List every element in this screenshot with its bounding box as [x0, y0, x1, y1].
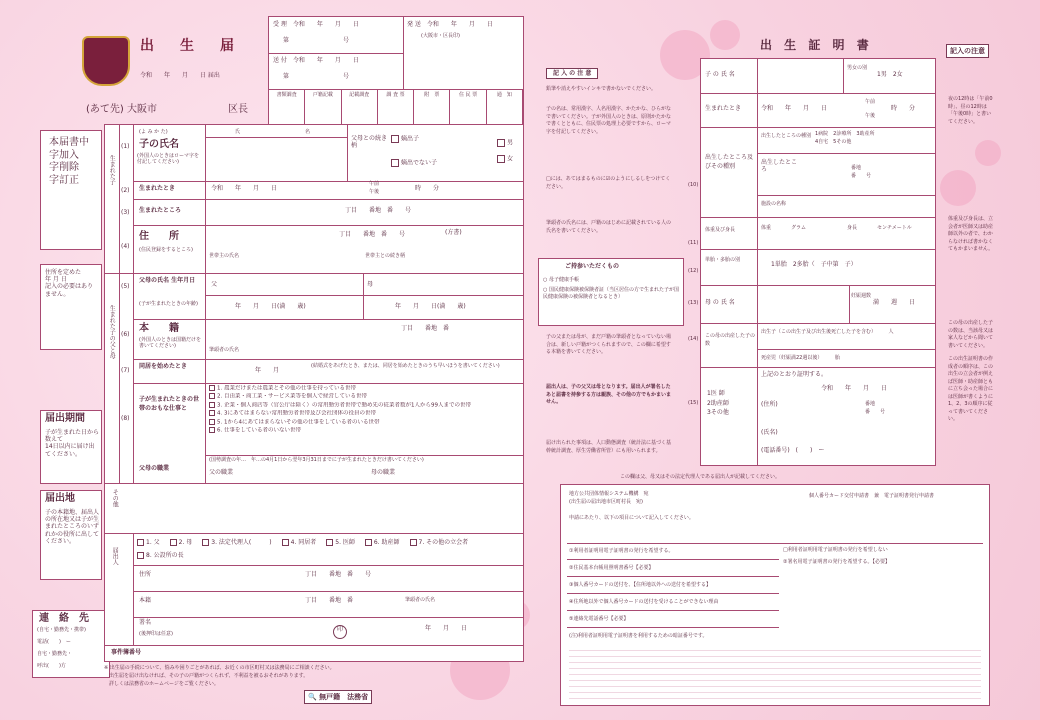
cert-weight[interactable]: 体重 グラム [761, 225, 806, 231]
cert-sex[interactable]: 1男 2女 [877, 71, 903, 78]
work-option[interactable]: 3. 企業・個人商店等（官公庁は除く）の常用勤労者世帯で勤め先の従業者数が1人から99人までの世帯 [209, 402, 521, 410]
notifier-option[interactable]: 7. その他の立会者 [410, 537, 469, 546]
father-job-field[interactable]: 父の職業 [209, 469, 234, 476]
birth-form-main: 生まれた子 生まれた子の父と母 (1) (2) (3) (4) (5) (6) (7) (8) (よ み か た) 子の氏名 (外国人のときはローマ字を付記してください) 氏 名 父母との続き柄 嫡出子 嫡出でない子 男 女 生まれたとき 令和 年 月 日 午前 午後 時 分 生まれたところ 丁目 番地 番 号 住 所 (住民登録をするところ) 丁目 番地 番 号 (方書) 世帯主の氏名 世帯主との続き柄 父母の氏名 生年月日 (子が生まれたときの年齢) 父 母 年 月 日(満 歳) 年 月 日(満 歳) 本 籍 (外国人のときは国籍だけを書いてください) 丁目 番地 番 筆頭者の氏名 同居を始めたとき 年 月 (結婚式をあげたとき、または、同居を始めたときのうち早いほうを書いてください) 子が生まれたときの世帯のおもな仕事と 1. 農業だけまたは農業とその他の仕事を持っている世帯 2. 自由業・商工業・サービス業等を個人で経営している世帯 3. 企業・個人商店等（官公庁は除く）の常用勤労者世帯で勤め先の従業者数が1人から99人までの世帯 4. 3にあてはまらない常用勤労者世帯及び会社団体の役員の世帯 5. 1から4にあてはまらないその他の仕事をしている者のいる世帯 6. 仕事をしている者のいない世帯 (国勢調査の年… 年…の4月1日から翌年3月31日までに子が生まれたときだけ書いてください) 父母の職業 父の職業 母の職業 その他 届出人 1. 父 2. 母 3. 法定代理人( ) 4. 同居者 5. 医師 6. 助産師 7. その他の立会者8. 公設所の長 住所 丁目 番地 番 号 本籍 丁目 番地 番 筆頭者の氏名 署名 (後押印は任意) 印 年 月 日 事件簿番号 [104, 124, 524, 662]
place-note: 届出地 子の本籍地、届出人の所在地又は子が生まれたところのいずれかの役所に出してください。 [40, 490, 102, 580]
check-cell[interactable]: 戸籍記載 [305, 89, 341, 125]
mother-job-field[interactable]: 母の職業 [371, 469, 396, 476]
notifier-option[interactable]: 3. 法定代理人( ) [202, 537, 271, 546]
footer-note: ※ 出生届の手続について、悩みや困りごとがあれば、お近くの市区町村又は法務局にご相談ください。 出生届を届け出なければ、その子の戸籍がつくられず、不利益を被るおそれがあります。 詳しくは法務省のホームページをご覧ください。 [104, 665, 335, 687]
domicile-field[interactable]: 丁目 番地 番 [401, 325, 450, 332]
notifier-option[interactable]: 5. 医師 [326, 537, 355, 546]
child-name-label: 子の氏名 [139, 139, 179, 150]
cert-date[interactable]: 令和 年 月 日 [821, 385, 888, 392]
mynumber-rows [567, 543, 983, 628]
other-notes-input[interactable] [133, 487, 521, 531]
received-no: 第 号 [283, 37, 350, 44]
bring-items-box: ご持参いただくもの ○ 母子健康手帳 ○ 国民健康保険被保険者証（当区居住の方で生まれた子が国民健康保険の被保険者となるとき） [538, 258, 684, 326]
cherry-blossom-icon [975, 140, 1001, 166]
mynumber-row[interactable]: ⑤連絡先電話番号【必要】 [567, 611, 779, 628]
cert-multiple[interactable]: 1単胎 2多胎（ 子中第 子） [771, 261, 857, 268]
mynumber-row[interactable]: ④住所地以外で個人番号カードの送付を受けることができない理由 [567, 594, 779, 611]
cherry-blossom-icon [940, 170, 976, 206]
cert-stillborn[interactable]: 死産児（妊娠満22週以後） 胎 [761, 355, 840, 361]
sex-female-option[interactable]: 女 [497, 155, 513, 163]
cert-weeks[interactable]: 満 週 日 [873, 299, 916, 306]
seal-mark: 印 [333, 625, 347, 639]
father-dob[interactable]: 年 月 日(満 歳) [235, 303, 306, 310]
birth-date-field[interactable]: 令和 年 月 日 [211, 185, 278, 192]
address-field[interactable]: 丁目 番地 番 号 [339, 231, 406, 238]
birth-certificate: 子 の 氏 名 男女の別 1男 2女 生まれたとき 令和 年 月 日 午前 午後 時 分 出生したところ及びその種別 出生したところの種別 1病院 2診療所 3助産所 4自宅 5その他 出生したところ 番地 番 号 施設の名称 体重及び身長 体重 グラム 身長 センチメートル 単胎・多胎の別 1単胎 2多胎（ 子中第 子） 母 の 氏 名 妊娠週数 満 週 日 この母の出産した子の数 出生子（この出生子及び出生後死亡した子を含む） 人 死産児（妊娠満22週以後） 胎 1医 師 2助産師 3その他 上記のとおり証明する。 令和 年 月 日 (住所) 番地 番 号 (氏名) (電話番号) ( ) ー [700, 58, 936, 466]
dispatch-note: (大阪市・区長印) [421, 33, 460, 39]
mother-dob[interactable]: 年 月 日(満 歳) [395, 303, 466, 310]
child-name-input[interactable] [206, 138, 346, 178]
work-option[interactable]: 2. 自由業・商工業・サービス業等を個人で経営している世帯 [209, 393, 521, 401]
addressee: (あて先) 大阪市 [86, 104, 157, 115]
illegit-child-option[interactable]: 嫡出でない子 [391, 159, 437, 167]
reception-box [268, 16, 524, 126]
mynumber-row[interactable]: ①利用者証明用電子証明書の発行を希望する。 [567, 543, 779, 560]
father-name-field[interactable]: 父 [211, 281, 218, 288]
period-note: 届出期間 子が生まれた日から数えて 14日以内に届け出てください。 [40, 410, 102, 484]
check-cell[interactable]: 附 票 [414, 89, 450, 125]
check-cell[interactable]: 住 民 票 [450, 89, 486, 125]
mynumber-row[interactable]: ②住民基本台帳用照明書番号【必要】 [567, 560, 779, 577]
mynumber-row[interactable]: ③個人番号カードの送付を、【住所地以外への送付を希望する】 [567, 577, 779, 594]
cherry-blossom-icon [710, 20, 740, 50]
work-option[interactable]: 4. 3にあてはまらない常用勤労者世帯及び会社団体の役員の世帯 [209, 410, 521, 418]
check-cell[interactable]: 通 知 [487, 89, 523, 125]
notifier-options [137, 537, 521, 563]
legit-child-option[interactable]: 嫡出子 [391, 135, 419, 143]
mother-name-field[interactable]: 母 [367, 281, 374, 288]
notes-title: 記 入 の 注 意 [546, 68, 598, 79]
notifier-domicile[interactable]: 丁目 番地 番 [305, 597, 354, 604]
cert-born-count[interactable]: 出生子（この出生子及び出生後死亡した子を含む） 人 [761, 329, 894, 335]
address-date-note: 住所を定めた 年 月 日 記入の必要はありません。 [40, 264, 102, 350]
forward-no: 第 号 [283, 73, 350, 80]
notifier-option[interactable]: 1. 父 [137, 537, 160, 546]
check-cell[interactable]: 書類調査 [269, 89, 305, 125]
work-option[interactable]: 5. 1から4にあてはまらないその他の仕事をしている者のいる世帯 [209, 419, 521, 427]
received-date: 受 理 令和 年 月 日 [273, 21, 359, 28]
correction-box: 本届書中 字加入 字削除 字訂正 [40, 130, 102, 250]
document-sheet: 出 生 届 令和 年 月 日 届出 (あて先) 大阪市 区長 受 理 令和 年 月 日 第 号 送 付 令和 年 月 日 第 号 発 送 令和 年 月 日 (大阪市・区長印) 書類調査 戸籍記載 記載調査 調 査 票 附 票 住 民 票 通 知 本届書中 字加入 字削除 字訂正 住所を定めた 年 月 日 記入の必要はありません。 届出期間 子が生まれた日から数えて 14日以内に届け出てください。 届出地 子の本籍地、届出人の所在地又は子が生まれたところのいずれかの役所に出してください。 連 絡 先 (自宅・勤務先・携帯) 電話( ) ー 自宅・勤務先・ 呼出( )方 生まれた子 生まれた子の父と母 (1) (2) (3) (4) (5) (6) (7) (8) (よ み か た) 子の氏名 (外国人のときはローマ字を付記してください) 氏 名 父母との続き柄 嫡出子 嫡出でない子 男 女 生まれたとき 令和 年 月 日 午前 午後 時 分 生まれたところ 丁目 番地 番 号 住 所 (住民登録をするところ) 丁目 番地 番 号 (方書) 世帯主の氏名 世帯主との続き柄 父母の氏名 生年月日 (子が生まれたときの年齢) 父 母 年 月 日(満 歳) 年 月 日(満 歳) 本 籍 (外国人のときは国籍だけを書いてください) 丁目 番地 番 筆頭者の氏名 同居を始めたとき 年 月 (結婚式をあげたとき、または、同居を始めたときのうち早いほうを書いてください) 子が生まれたときの世帯のおもな仕事と 1. 農業だけまたは農業とその他の仕事を持っている世帯 2. 自由業・商工業・サービス業等を個人で経営している世帯 3. 企業・個人商店等（官公庁は除く）の常用勤労者世帯で勤め先の従業者数が1人から99人までの世帯 4. 3にあてはまらない常用勤労者世帯及び会社団体の役員の世帯 5. 1から4にあてはまらないその他の仕事をしている者のいる世帯 6. 仕事をしている者のいない世帯 (国勢調査の年… 年…の4月1日から翌年3月31日までに子が生まれたときだけ書いてください) 父母の職業 父の職業 母の職業 その他 届出人 1. 父 2. 母 3. 法定代理人( ) 4. 同居者 5. 医師 6. 助産師 7. その他の立会者8. 公設所の長 住所 丁目 番地 番 号 本籍 丁目 番地 番 筆頭者の氏名 署名 (後押印は任意) 印 年 月 日 事件簿番号 ※ 出生届の手続について、悩みや困りごとがあれば、お近くの市区町村又は法務局にご相談ください。 出生届を届け出なければ、その子の戸籍がつくられず、不利益を被るおそれがあります。 詳しくは法務省のホームページをご覧ください。 🔍 無戸籍 法務省 記 入 の 注 意 鉛筆や消えやすいインキで書かないでください。 子の名は、常用漢字、人名用漢字、かたかな、ひらがなで書いてください。子が外国人のときは、原則かたかなで書くとともに、住民票の処理上必要ですから、ローマ字を付記してください。 □には、あてはまるものに☑のようにしるしをつけてください。 筆頭者の氏名には、戸籍のはじめに記載されている人の氏名を書いてください。 ご持参いただくもの ○ 母子健康手帳 ○ 国民健康保険被保険者証（当区居住の方で生まれた子が国民健康保険の被保険者となるとき） 子の父または母が、まだ戸籍の筆頭者となっていない場合は、新しい戸籍がつくられますので、この欄に希望する本籍を書いてください。 届出人は、子の父又は母となります。届出人が署名したあと届書を持参する方は親族、その他の方でもかまいません。 届け出られた事項は、人口動態調査（統計法に基づく基幹統計調査、厚生労働省所管）にも用いられます。 出 生 証 明 書 記入の注意 子 の 氏 名 男女の別 1男 2女 生まれたとき 令和 年 月 日 午前 午後 時 分 出生したところ及びその種別 出生したところの種別 1病院 2診療所 3助産所 4自宅 5その他 出生したところ 番地 番 号 施設の名称 体重及び身長 体重 グラム 身長 センチメートル 単胎・多胎の別 1単胎 2多胎（ 子中第 子） 母 の 氏 名 妊娠週数 満 週 日 この母の出産した子の数 出生子（この出生子及び出生後死亡した子を含む） 人 死産児（妊娠満22週以後） 胎 1医 師 2助産師 3その他 上記のとおり証明する。 令和 年 月 日 (住所) 番地 番 号 (氏名) (電話番号) ( ) ー (10) (11) (12) (13) (14) (15) 夜の12時は「午前0時」、昼の12時は「午後0時」と書いてください。 体重及び身長は、立会者が医師又は助産師以外の者で、わからなければ書かなくてもかまいません。 この母の出産した子の数は、当該母又は家人などから聞いて書いてください。 この出生証明書の作成者の順序は、この出生の立会者が例えば医師・助産師ともに立ち会った場合には医師が書くように1、2、3の順序に従って書いてください。 この欄は父、母又はその法定代理人である届出人が記載してください。 地方公共団体情報システム機構 宛 (出生届の届出地市区町村長 宛) 個人番号カード交付申請書 兼 電子証明書発行申請書 申請にあたり、以下の項目について記入してください。 ①利用者証明用電子証明書の発行を希望する。 ②住民基本台帳用照明書番号【必要】 ③個人番号カードの送付を、【住所地以外への送付を希望する】 ④住所地以外で個人番号カードの送付を受けることができない理由 ⑤連絡先電話番号【必要】 □利用者証明用電子証明書の発行を希望しない ②署名用電子証明書の発行を希望する。【必要】 (注)利用者証明用電子証明書を利用するための暗証番号です。 [0, 0, 1040, 720]
father-mother-note: この欄は父、母又はその法定代理人である届出人が記載してください。 [620, 474, 781, 480]
cert-birth-date[interactable]: 令和 年 月 日 [761, 105, 828, 112]
dispatch-date: 発 送 令和 年 月 日 [407, 21, 493, 28]
cert-place-kind[interactable]: 1病院 2診療所 3助産所 4自宅 5その他 [815, 131, 875, 145]
mynumber-application: 地方公共団体情報システム機構 宛 (出生届の届出地市区町村長 宛) 個人番号カード交付申請書 兼 電子証明書発行申請書 申請にあたり、以下の項目について記入してください。 ①利用者証明用電子証明書の発行を希望する。 ②住民基本台帳用照明書番号【必要】 ③個人番号カードの送付を、【住所地以外への送付を希望する】 ④住所地以外で個人番号カードの送付を受けることができない理由 ⑤連絡先電話番号【必要】 □利用者証明用電子証明書の発行を希望しない ②署名用電子証明書の発行を希望する。【必要】 (注)利用者証明用電子証明書を利用するための暗証番号です。 [560, 484, 990, 706]
check-cells [269, 89, 523, 125]
notifier-option[interactable]: 4. 同居者 [282, 537, 317, 546]
search-keyword: 🔍 無戸籍 法務省 [304, 690, 372, 704]
work-option[interactable]: 6. 仕事をしている者のいない世帯 [209, 427, 521, 435]
cert-signer-name[interactable]: (氏名) [761, 429, 778, 436]
fine-print [569, 645, 981, 699]
contact-box: 連 絡 先 (自宅・勤務先・携帯) 電話( ) ー 自宅・勤務先・ 呼出( )方 [32, 610, 110, 678]
check-cell[interactable]: 記載調査 [342, 89, 378, 125]
opt-out-cert-checkbox[interactable]: □利用者証明用電子証明書の発行を希望しない [783, 547, 888, 553]
cert-height[interactable]: 身長 センチメートル [847, 225, 912, 231]
notifier-option[interactable]: 8. 公設所の長 [137, 550, 184, 559]
section-parents: 生まれた子の父と母 [108, 305, 116, 359]
work-options [209, 385, 521, 436]
cohab-date[interactable]: 年 月 [255, 367, 280, 374]
birthplace-field[interactable]: 丁目 番地 番 号 [345, 207, 412, 214]
section-born-child: 生まれた子 [108, 155, 116, 185]
sign-date[interactable]: 年 月 日 [425, 625, 468, 632]
cert-tel[interactable]: (電話番号) ( ) ー [761, 447, 825, 454]
sex-male-option[interactable]: 男 [497, 139, 513, 147]
forward-date: 送 付 令和 年 月 日 [273, 57, 359, 64]
check-cell[interactable]: 調 査 票 [378, 89, 414, 125]
mayor-label: 区長 [228, 104, 248, 115]
certificate-title: 出 生 証 明 書 [760, 38, 873, 52]
submit-date: 令和 年 月 日 届出 [140, 72, 220, 79]
notifier-option[interactable]: 6. 助産師 [365, 537, 400, 546]
work-option[interactable]: 1. 農業だけまたは農業とその他の仕事を持っている世帯 [209, 385, 521, 393]
notifier-option[interactable]: 2. 母 [170, 537, 193, 546]
form-title: 出 生 届 [140, 38, 240, 54]
emblem-logo [82, 36, 130, 86]
notifier-address[interactable]: 丁目 番地 番 号 [305, 571, 372, 578]
attention-label: 記入の注意 [946, 44, 989, 58]
